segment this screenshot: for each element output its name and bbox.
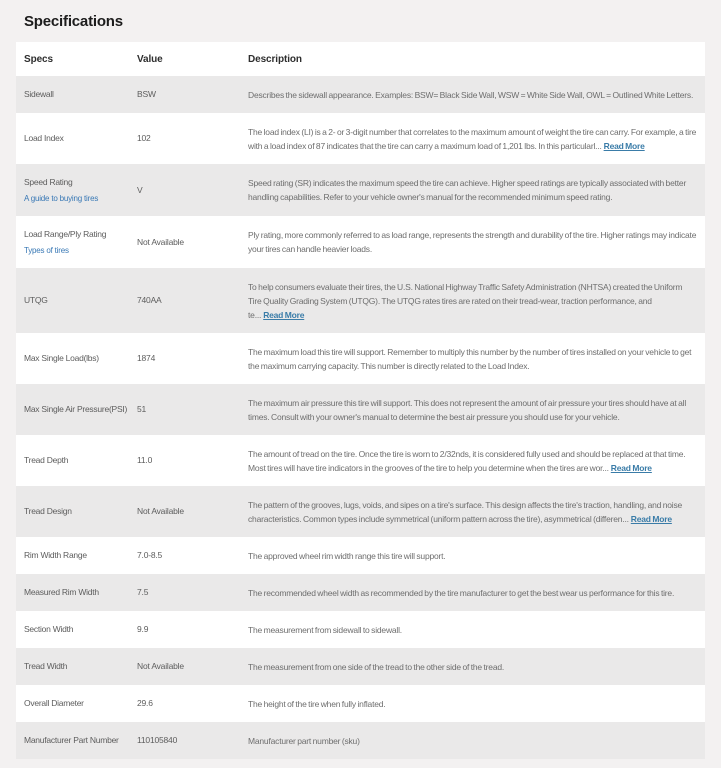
spec-label: Measured Rim Width: [24, 587, 99, 597]
spec-label: Tread Depth: [24, 455, 69, 465]
table-row: [16, 76, 705, 113]
table-row: [16, 685, 705, 722]
spec-helper-link[interactable]: Types of tires: [24, 245, 69, 255]
value-cell: 1874: [137, 353, 156, 363]
value-cell: Not Available: [137, 661, 184, 671]
table-row: [16, 435, 705, 486]
spec-label: Load Index: [24, 133, 64, 143]
spec-cell: [24, 88, 137, 101]
spec-cell: [24, 660, 137, 673]
description-text: Manufacturer part number (sku): [248, 735, 360, 746]
spec-cell: [24, 403, 137, 416]
description-cell: [248, 345, 697, 373]
read-more-link[interactable]: Read More: [263, 309, 305, 320]
value-cell: 51: [137, 404, 147, 414]
description-cell: [248, 280, 697, 322]
description-text: Ply rating, more commonly referred to as load range, represents the strength and durability of the tire. Higher ratings may indicate your tires can handle heavier loads.: [248, 230, 697, 254]
spec-label: Tread Width: [24, 661, 68, 671]
value-cell: 29.6: [137, 698, 153, 708]
spec-cell: [24, 132, 137, 145]
description-text: Describes the sidewall appearance. Examples: BSW= Black Side Wall, WSW = White Side Wall, OWL = Outlined White Letters.: [248, 89, 694, 100]
description-cell: [248, 734, 697, 748]
description-cell: [248, 447, 697, 475]
page-title: Specifications: [24, 13, 123, 30]
spec-cell: [24, 352, 137, 365]
table-row: [16, 384, 705, 435]
value-cell: 11.0: [137, 455, 153, 465]
table-row: [16, 113, 705, 164]
description-cell: [248, 697, 697, 711]
description-cell: [248, 176, 697, 204]
table-row: [16, 486, 705, 537]
description-text: The approved wheel rim width range this tire will support.: [248, 550, 446, 561]
description-text: The recommended wheel width as recommended by the tire manufacturer to get the best wear us performance for this tire.: [248, 587, 675, 598]
description-text: Speed rating (SR) indicates the maximum speed the tire can achieve. Higher speed ratings are typically associated with better handling capabilities. Refer to your vehicle owner's manual for the recommended minimum speed rating.: [248, 178, 687, 202]
spec-cell: [24, 176, 137, 205]
table-row: [16, 722, 705, 759]
header-cell-description: Description: [248, 54, 302, 65]
value-cell: 9.9: [137, 624, 149, 634]
description-cell: [248, 396, 697, 424]
description-text: The measurement from one side of the tread to the other side of the tread.: [248, 661, 505, 672]
description-text: To help consumers evaluate their tires, the U.S. National Highway Traffic Safety Administration (NHTSA) created the Uniform Tire Quality Grading System (UTQG). The UTQG rates tires are rated on their tread-wear, traction performance, and te...: [248, 281, 683, 320]
description-cell: [248, 660, 697, 674]
table-row: [16, 611, 705, 648]
read-more-link[interactable]: Read More: [610, 462, 652, 473]
header-cell-specs: Specs: [24, 54, 53, 65]
spec-label: Sidewall: [24, 89, 54, 99]
spec-label: Load Range/Ply Rating: [24, 228, 107, 239]
description-text: The pattern of the grooves, lugs, voids, and sipes on a tire's surface. This design affects the tire's traction, handling, and noise characteristics. Common types include symmetrical (uniform pattern across the tire), asymmetrical (differen...: [248, 499, 683, 524]
description-text: The measurement from sidewall to sidewall.: [248, 624, 402, 635]
table-row: [16, 268, 705, 333]
spec-cell: [24, 549, 137, 562]
table-header-row: [16, 42, 705, 76]
value-cell: 110105840: [137, 735, 178, 745]
table-row: [16, 216, 705, 268]
header-cell-value: Value: [137, 54, 163, 65]
table-row: [16, 164, 705, 216]
specifications-table: [16, 42, 705, 759]
value-cell: 7.0-8.5: [137, 550, 163, 560]
spec-label: Section Width: [24, 624, 74, 634]
description-text: The amount of tread on the tire. Once the tire is worn to 2/32nds, it is considered fully used and should be replaced at that time. Most tires will have tire indicators in the grooves of the tire to help you determine when the tires are wor...: [248, 448, 686, 473]
value-cell: 740AA: [137, 295, 162, 305]
description-cell: [248, 228, 697, 256]
value-cell: V: [137, 184, 143, 195]
description-cell: [248, 88, 697, 102]
spec-cell: [24, 228, 137, 257]
table-row: [16, 537, 705, 574]
spec-label: UTQG: [24, 295, 48, 305]
read-more-link[interactable]: Read More: [603, 140, 645, 151]
spec-label: Max Single Load(lbs): [24, 353, 99, 363]
table-row: [16, 648, 705, 685]
spec-cell: [24, 697, 137, 710]
description-text: The height of the tire when fully inflated.: [248, 698, 386, 709]
spec-label: Rim Width Range: [24, 550, 87, 560]
description-cell: [248, 498, 697, 526]
value-cell: Not Available: [137, 236, 184, 247]
value-cell: 7.5: [137, 587, 149, 597]
read-more-link[interactable]: Read More: [630, 513, 672, 524]
description-text: The load index (LI) is a 2- or 3-digit number that correlates to the maximum amount of weight the tire can carry. For example, a tire with a load index of 87 indicates that the tire can carry a maximum load of 1,201 lbs. In this particularl...: [248, 126, 697, 151]
spec-cell: [24, 454, 137, 467]
spec-table-body: [16, 76, 705, 759]
description-cell: [248, 549, 697, 563]
value-cell: Not Available: [137, 506, 184, 516]
description-cell: [248, 125, 697, 153]
table-row: [16, 333, 705, 384]
spec-label: Manufacturer Part Number: [24, 735, 119, 745]
spec-cell: [24, 505, 137, 518]
spec-cell: [24, 623, 137, 636]
spec-label: Overall Diameter: [24, 698, 84, 708]
value-cell: BSW: [137, 89, 156, 99]
spec-cell: [24, 294, 137, 307]
description-cell: [248, 586, 697, 600]
spec-helper-link[interactable]: A guide to buying tires: [24, 193, 99, 203]
spec-label: Speed Rating: [24, 176, 73, 187]
spec-label: Max Single Air Pressure(PSI): [24, 404, 128, 414]
description-text: The maximum load this tire will support. Remember to multiply this number by the number of tires installed on your vehicle to get the maximum carrying capacity. This number is directly related to the Load Index.: [248, 346, 692, 371]
spec-label: Tread Design: [24, 506, 72, 516]
spec-cell: [24, 586, 137, 599]
spec-cell: [24, 734, 137, 747]
description-text: The maximum air pressure this tire will support. This does not represent the amount of air pressure your tires should have at all times. Consult with your owner's manual to determine the best air pressure you should use for your vehicle.: [248, 397, 687, 422]
table-row: [16, 574, 705, 611]
description-cell: [248, 623, 697, 637]
value-cell: 102: [137, 133, 151, 143]
